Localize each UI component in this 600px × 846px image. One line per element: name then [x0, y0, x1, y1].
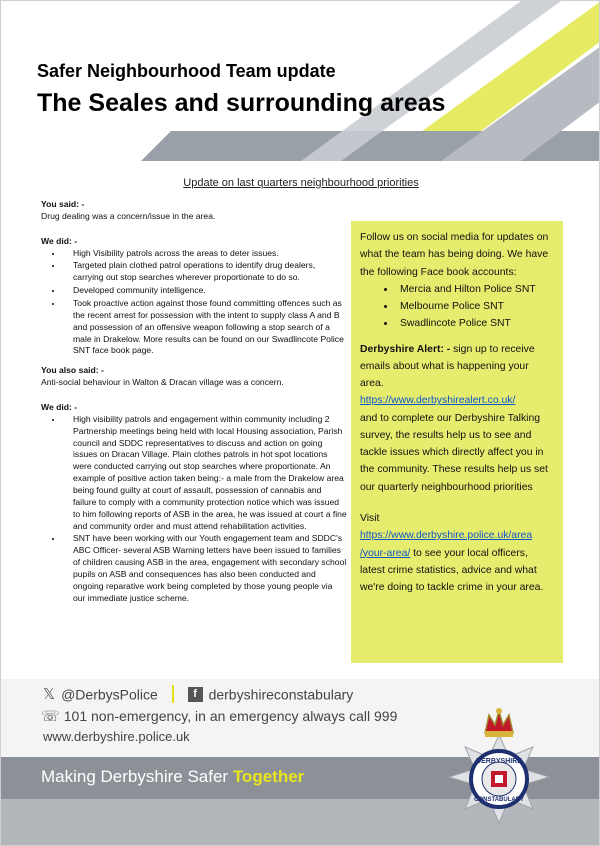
- slogan: [41, 767, 304, 787]
- header: [1, 1, 599, 161]
- divider: [172, 685, 174, 703]
- list-item: • Melbourne Police SNT: [396, 298, 555, 315]
- phone-line: [41, 707, 397, 725]
- derbyshire-alert-link[interactable]: https://www.derbyshirealert.co.uk/: [360, 395, 516, 407]
- list-item: • High Visibility patrols across the areas to deter issues.: [63, 248, 347, 260]
- page-title: The Seales and surrounding areas: [37, 89, 446, 117]
- visit-text: to see your local officers, latest crime statistics, advice and what we're doing to tackle crime in your area.: [360, 547, 544, 594]
- x-logo-icon: 𝕏: [43, 686, 56, 704]
- your-area-link[interactable]: https://www.derbyshire.police.uk/area /your-area/: [360, 530, 533, 559]
- phone-text: 101 non-emergency, in an emergency always call 999: [63, 708, 398, 724]
- list-item: • Swadlincote Police SNT: [396, 315, 555, 332]
- alert-label: Derbyshire Alert: -: [360, 343, 451, 355]
- social-links: [43, 685, 353, 703]
- crest-text-top: DERBYSHIRE: [476, 758, 522, 765]
- priorities-column: [41, 199, 347, 613]
- list-item: • Targeted plain clothed patrol operations to identify drug dealers, carrying out stop searches wherever proportionate to do so.: [63, 260, 347, 284]
- list-item: • Mercia and Hilton Police SNT: [396, 281, 555, 298]
- website-link[interactable]: www.derbyshire.police.uk: [43, 729, 190, 744]
- phone-icon: ☏: [41, 708, 60, 725]
- alert-paragraph: [360, 341, 555, 393]
- concern-text: Drug dealing was a concern/issue in the area.: [41, 210, 216, 221]
- x-handle[interactable]: @DerbysPolice: [61, 686, 158, 703]
- slogan-main: Making Derbyshire Safer: [41, 767, 233, 786]
- you-also-said-label: You also said: -: [41, 365, 104, 376]
- facebook-handle[interactable]: derbyshireconstabulary: [208, 686, 354, 703]
- crest-text-bottom: CONSTABULARY: [474, 797, 524, 803]
- follow-text: Follow us on social media for updates on what the team has being doing. We have the following Face book accounts:: [360, 232, 549, 278]
- page-subtitle: Safer Neighbourhood Team update: [37, 61, 336, 81]
- facebook-icon: f: [188, 687, 203, 702]
- section-heading: Update on last quarters neighbourhood priorities: [183, 177, 419, 189]
- concern-text: Anti-social behaviour in Walton & Dracan village was a concern.: [41, 377, 284, 388]
- list-item: • SNT have been working with our Youth engagement team and SDDC's ABC Officer- several ASB Warning letters have been issued to families of children causing ASB in the area, engagement with secondary school pupils on ASB and consequences has also been conducted and ongoing reparative work being completed by those young people via our immediate justice scheme.: [63, 533, 347, 604]
- facebook-accounts-list: [360, 281, 555, 333]
- alert-text: sign up to receive emails about what is happening your area.: [360, 343, 535, 390]
- slogan-accent: Together: [232, 767, 305, 786]
- we-did-label: We did: -: [41, 402, 78, 413]
- survey-text: and to complete our Derbyshire Talking survey, the results help us to see and tackle issues which directly affect you in the community. These results help us set our quarterly neighbourhood priorities: [360, 412, 548, 493]
- actions-list: [41, 248, 347, 358]
- social-media-panel: [351, 221, 563, 663]
- list-item: • High visibility patrols and engagement within community including 2 Partnership meetings being held with local Housing association, Parish council and SDDC representatives to discuss and action on going issues on Dracan Village. Plain clothes patrols in hot spot locations were conducted carrying out stop searches where proportionate. An example of positive action taken being:- a male from the Drakelow area being found guilty at court of assault, possession of cannabis and failure to comply with a community protection notice which was issued to him following reports of ASB in the area, he was issued at court a fine and community order and must attend rehabilitation activities.: [63, 414, 347, 533]
- you-said-label: You said: -: [41, 199, 85, 209]
- list-item: • Developed community intelligence.: [63, 285, 347, 297]
- visit-paragraph: [360, 527, 555, 596]
- we-did-label: We did: -: [41, 235, 78, 246]
- police-crest-icon: [439, 705, 559, 829]
- visit-label: Visit: [360, 512, 380, 524]
- actions-list: [41, 414, 347, 605]
- list-item: • Took proactive action against those found committing offences such as the recent arrest for possession with the intent to supply class A and B and possession of an offensive weapon following a stop search of a male in Drakelow. More results can be found on our Swadlincote Police SNT face book page.: [63, 298, 347, 357]
